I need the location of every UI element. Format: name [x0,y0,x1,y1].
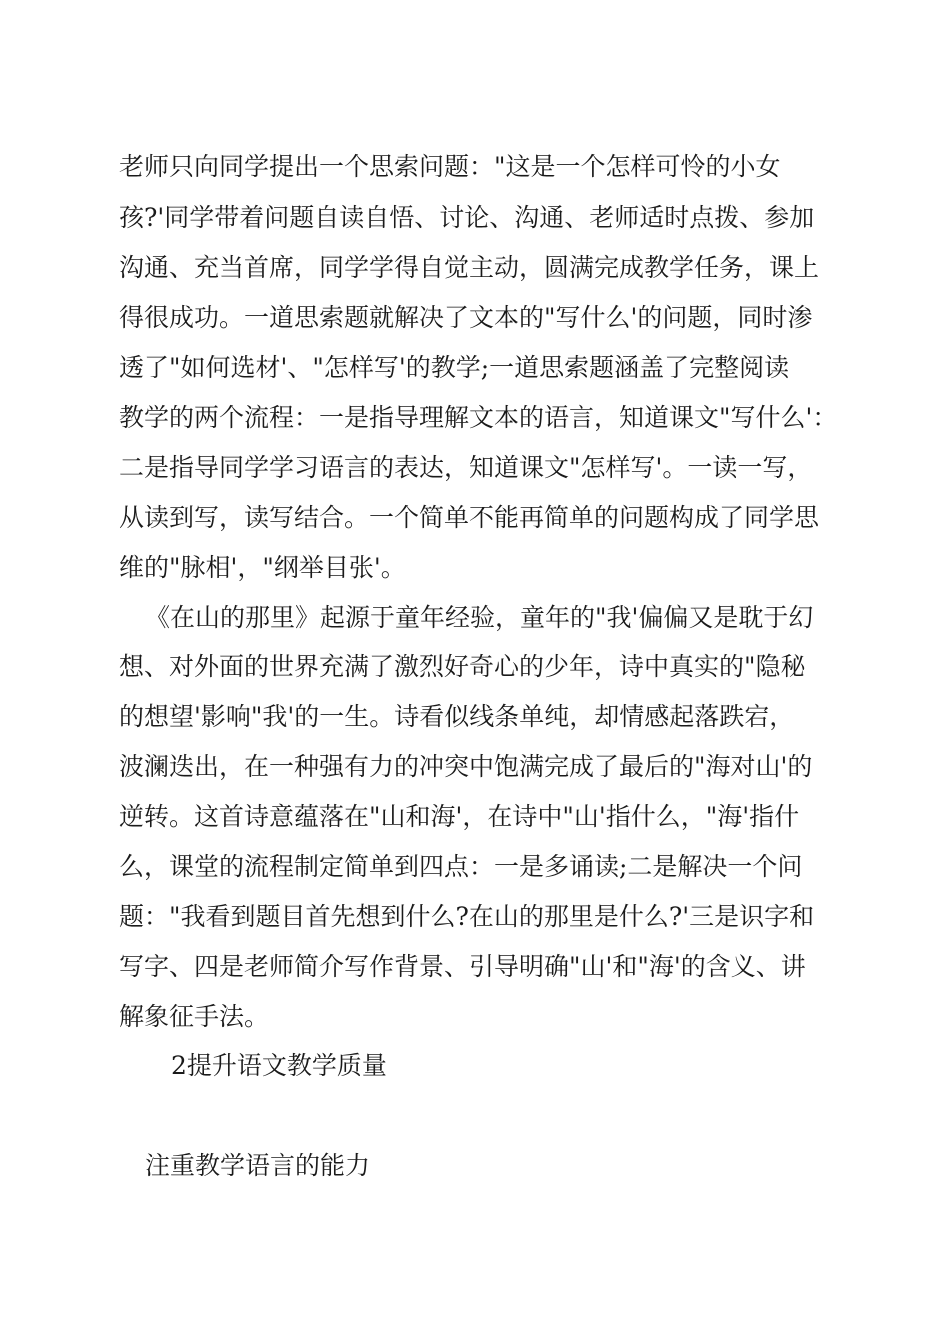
paragraph-line: 《在山的那里》起源于童年经验，童年的"我'偏偏又是耽于幻 [145,603,814,632]
paragraph-line: 老师只向同学提出一个思索问题："这是一个怎样可怜的小女 [119,152,781,181]
paragraph-line: 写字、四是老师简介写作背景、引导明确"山'和"海'的含义、讲 [119,952,806,981]
paragraph-line: 从读到写，读写结合。一个简单不能再简单的问题构成了同学思 [119,503,820,532]
paragraph-line: 想、对外面的世界充满了激烈好奇心的少年，诗中真实的"隐秘 [119,652,806,681]
paragraph-line: 得很成功。一道思索题就解决了文本的"写什么'的问题，同时渗 [119,303,813,332]
paragraph-line: 二是指导同学学习语言的表达，知道课文"怎样写'。一读一写， [119,453,813,482]
paragraph-line: 解象征手法。 [119,1002,270,1031]
paragraph-line: 透了"如何选材'、"怎样写'的教学;一道思索题涵盖了完整阅读 [119,353,790,382]
paragraph-line: 的想望'影响"我'的一生。诗看似线条单纯，却情感起落跌宕， [119,702,795,731]
paragraph-line: 么，课堂的流程制定简单到四点：一是多诵读;二是解决一个问 [119,852,803,881]
paragraph-line: 维的"脉相'，"纲举目张'。 [119,553,406,582]
paragraph-line: 孩?'同学带着问题自读自悟、讨论、沟通、老师适时点拨、参加 [119,203,815,232]
paragraph-line: 教学的两个流程：一是指导理解文本的语言，知道课文"写什么'： [119,403,838,432]
section-subheading: 注重教学语言的能力 [145,1151,371,1180]
section-heading: 2提升语文教学质量 [171,1051,387,1080]
paragraph-line: 沟通、充当首席，同学学得自觉主动，圆满完成教学任务，课上 [119,253,820,282]
paragraph-line: 波澜迭出，在一种强有力的冲突中饱满完成了最后的"海对山'的 [119,752,813,781]
paragraph-line: 逆转。这首诗意蕴落在"山和海'，在诗中"山'指什么，"海'指什 [119,802,800,831]
paragraph-line: 题："我看到题目首先想到什么?在山的那里是什么?'三是识字和 [119,902,815,931]
